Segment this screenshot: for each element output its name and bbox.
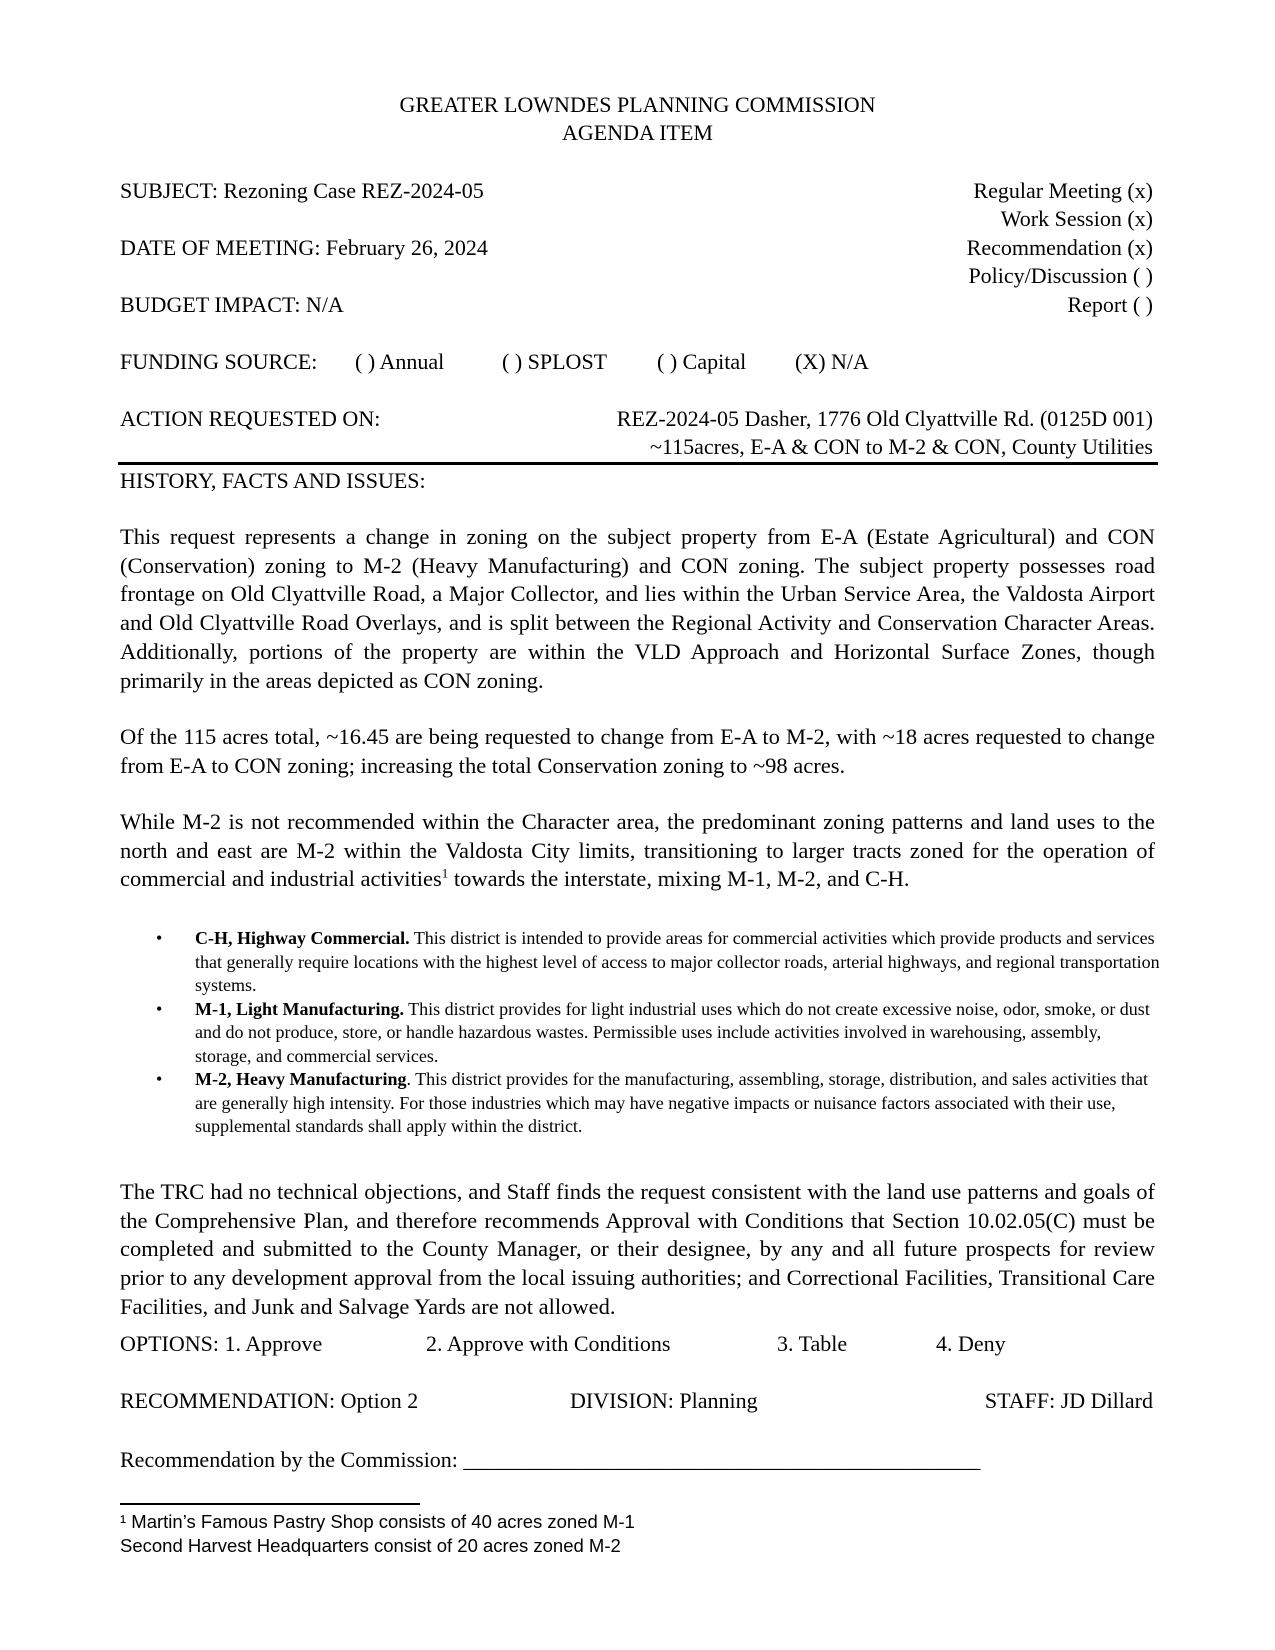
meeting-type-work-session: Work Session (x) <box>1000 206 1153 231</box>
option-deny: 4. Deny <box>936 1331 1006 1356</box>
footnote-1: ¹ Martin’s Famous Pastry Shop consists of 40 acres zoned M-1 <box>120 1511 635 1532</box>
option-table: 3. Table <box>777 1331 848 1356</box>
paragraph-zoning-patterns-tail: towards the interstate, mixing M-1, M-2, and C-H. <box>448 866 910 892</box>
staff-field: STAFF: JD Dillard <box>984 1388 1153 1413</box>
list-item <box>120 927 1160 998</box>
bullet-icon: • <box>156 928 163 948</box>
list-item <box>120 1068 1160 1139</box>
district-term: M-1, Light Manufacturing. <box>195 998 404 1019</box>
district-definitions-list <box>120 927 1160 1139</box>
history-heading: HISTORY, FACTS AND ISSUES: <box>120 468 426 493</box>
option-approve: OPTIONS: 1. Approve <box>120 1331 323 1356</box>
district-term: C-H, Highway Commercial. <box>195 928 410 948</box>
meeting-type-policy: Policy/Discussion ( ) <box>968 263 1153 288</box>
bullet-icon: • <box>156 1069 163 1089</box>
funding-splost: ( ) SPLOST <box>502 349 608 374</box>
bullet-icon: • <box>156 998 163 1019</box>
paragraph-zoning-patterns-text: While M-2 is not recommended within the Character area, the predominant zoning patterns and land uses to the north and east are M-2 within the Valdosta City limits, transitioning to larger tracts zoned for the operation of commercial and industrial activities <box>120 809 1155 892</box>
commission-recommendation-line: Recommendation by the Commission: _______________________________________________ <box>120 1447 981 1472</box>
meeting-type-recommendation: Recommendation (x) <box>966 235 1153 260</box>
funding-source-label: FUNDING SOURCE: <box>120 349 318 374</box>
district-term: M-2, Heavy Manufacturing <box>195 1069 407 1089</box>
footnote-ref: 1 <box>441 865 449 881</box>
subject-field: SUBJECT: Rezoning Case REZ-2024-05 <box>120 178 484 203</box>
district-description: This district provides for light industrial uses which do not create excessive noise, odor, smoke, or dust and do not produce, store, or handle hazardous wastes. Permissible uses include activities involved in warehousing, assembly, storage, and commercial services. <box>195 998 1150 1066</box>
footnote-divider <box>120 1503 420 1505</box>
list-item <box>120 998 1160 1069</box>
paragraph-request-summary: This request represents a change in zoning on the subject property from E-A (Estate Agricultural) and CON (Conservation) zoning to M-2 (Heavy Manufacturing) and CON zoning. The subject property possesses road frontage on Old Clyattville Road, a Major Collector, and lies within the Urban Service Area, the Valdosta Airport and Old Clyattville Road Overlays, and is split between the Regional Activity and Conservation Character Areas. Additionally, portions of the property are within the VLD Approach and Horizontal Surface Zones, though primarily in the areas depicted as CON zoning. <box>120 524 1155 693</box>
option-approve-with-conditions: 2. Approve with Conditions <box>426 1331 671 1356</box>
meeting-date-field: DATE OF MEETING: February 26, 2024 <box>120 235 488 260</box>
action-requested-line2: ~115acres, E-A & CON to M-2 & CON, County Utilities <box>649 434 1153 459</box>
paragraph-acreage: Of the 115 acres total, ~16.45 are being requested to change from E-A to M-2, with ~18 acres requested to change from E-A to CON zoning; increasing the total Conservation zoning to ~98 acres. <box>120 724 1155 778</box>
district-description: This district is intended to provide areas for commercial activities which provide products and services that generally require locations with the highest level of access to major collector roads, arterial highways, and regional transportation systems. <box>195 928 1160 995</box>
meeting-type-regular: Regular Meeting (x) <box>973 178 1153 203</box>
section-divider <box>118 462 1158 465</box>
division-field: DIVISION: Planning <box>570 1388 758 1413</box>
footnote-2: Second Harvest Headquarters consist of 20 acres zoned M-2 <box>120 1535 621 1556</box>
budget-impact-field: BUDGET IMPACT: N/A <box>120 292 344 317</box>
funding-capital: ( ) Capital <box>657 349 747 374</box>
funding-na: (X) N/A <box>795 349 869 374</box>
doc-type-title: AGENDA ITEM <box>562 120 713 145</box>
paragraph-staff-findings: The TRC had no technical objections, and Staff finds the request consistent with the land use patterns and goals of the Comprehensive Plan, and therefore recommends Approval with Conditions that Section 10.02.05(C) must be completed and submitted to the County Manager, or their designee, by any and all future prospects for review prior to any development approval from the local issuing authorities; and Correctional Facilities, Transitional Care Facilities, and Junk and Salvage Yards are not allowed. <box>120 1179 1155 1319</box>
district-description: . This district provides for the manufacturing, assembling, storage, distribution, and sales activities that are generally high intensity. For those industries which may have negative impacts or nuisance factors associated with their use, supplemental standards shall apply within the district. <box>195 1069 1148 1136</box>
meeting-type-report: Report ( ) <box>1067 292 1153 317</box>
recommendation-field: RECOMMENDATION: Option 2 <box>120 1388 419 1413</box>
action-requested-label: ACTION REQUESTED ON: <box>120 406 381 431</box>
org-title: GREATER LOWNDES PLANNING COMMISSION <box>399 92 876 117</box>
paragraph-zoning-patterns <box>120 808 1155 894</box>
funding-annual: ( ) Annual <box>355 349 445 374</box>
action-requested-line1: REZ-2024-05 Dasher, 1776 Old Clyattville Rd. (0125D 001) <box>616 406 1153 431</box>
